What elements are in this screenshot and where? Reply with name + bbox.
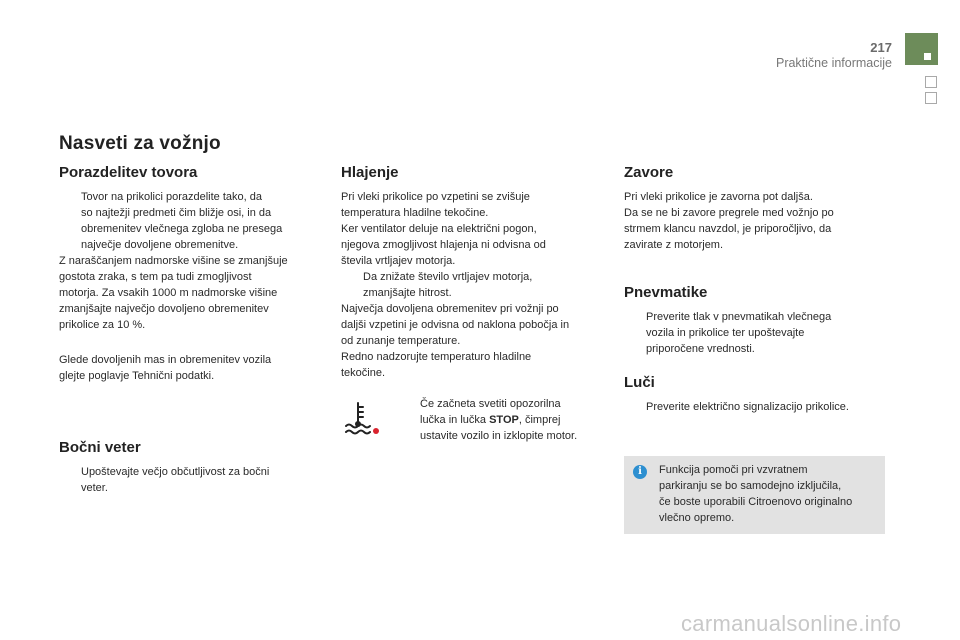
chapter-tab bbox=[905, 33, 938, 65]
paragraph-slope: Največja dovoljena obremenitev pri vožnji po daljši vzpetini je odvisna od naklona pobočja in od zunanje temperature. Redno nadzorujte temperaturo hladilne tekočine. bbox=[341, 303, 570, 379]
coolant-temperature-warning-icon bbox=[344, 400, 380, 436]
heading-cooling: Hlajenje bbox=[341, 164, 399, 181]
section-brakes bbox=[624, 164, 884, 253]
heading-brakes: Zavore bbox=[624, 164, 674, 181]
paragraph-cooling: Pri vleki prikolice po vzpetini se zvišuje temperatura hladilne tekočine. Ker ventilator deluje na električni pogon, njegova zmogljivost hlajenja ni odvisna od števila vrtljajev motorja. bbox=[341, 191, 546, 267]
heading-load-distribution: Porazdelitev tovora bbox=[59, 164, 198, 181]
bullet-cooling: Da znižate število vrtljajev motorja, zmanjšajte hitrost. bbox=[363, 271, 533, 299]
warning-coolant: Če začneta svetiti opozorilna lučka in lučka STOP, čimprej ustavite vozilo in izklopite motor. bbox=[420, 398, 578, 442]
page-title: Nasveti za vožnjo bbox=[59, 133, 221, 154]
paragraph-altitude: Z naraščanjem nadmorske višine se zmanjšuje gostota zraka, s tem pa tudi zmogljivost motorja. Za vsakih 1000 m nadmorske višine zmanjšajte največjo dovoljeno obremenitev prikolice za 10 %. bbox=[59, 255, 288, 331]
bullet-crosswind: Upoštevajte večjo občutljivost za bočni veter. bbox=[81, 466, 270, 494]
info-text: Funkcija pomoči pri vzvratnem parkiranju se bo samodejno izključila, če boste uporabili Citroenovo originalno vlečno opremo. bbox=[659, 464, 853, 524]
section-lights bbox=[624, 374, 884, 415]
page-number: 217 bbox=[870, 40, 892, 55]
chapter-tab-empty-box-icon bbox=[925, 92, 937, 104]
heading-crosswind: Bočni veter bbox=[59, 439, 141, 456]
info-icon: i bbox=[633, 465, 647, 479]
section-crosswind bbox=[59, 439, 319, 496]
info-box bbox=[624, 456, 885, 534]
bullet-tyres: Preverite tlak v pnevmatikah vlečnega vozila in prikolice ter upoštevajte priporočene vrednosti. bbox=[646, 311, 832, 355]
heading-tyres: Pnevmatike bbox=[624, 284, 708, 301]
watermark: carmanualsonline.info bbox=[681, 611, 902, 636]
chapter-tab-empty-box-icon bbox=[925, 76, 937, 88]
column-load-distribution bbox=[59, 164, 319, 333]
column-cooling bbox=[341, 164, 611, 381]
section-label: Praktične informacije bbox=[775, 56, 892, 70]
section-tyres bbox=[624, 284, 884, 357]
paragraph-masses: Glede dovoljenih mas in obremenitev vozila glejte poglavje Tehnični podatki. bbox=[59, 354, 272, 382]
bullet-load-distribution: Tovor na prikolici porazdelite tako, da so najtežji predmeti čim bližje osi, in da obremenitev vlečnega zgloba ne presega največje dovoljene obremenitve. bbox=[81, 191, 283, 251]
stop-label: STOP bbox=[489, 414, 519, 426]
paragraph-brakes: Pri vleki prikolice je zavorna pot daljša. Da se ne bi zavore pregrele med vožnjo po strmem klancu navzdol, je priporočljivo, da zavirate z motorjem. bbox=[624, 191, 834, 251]
heading-lights: Luči bbox=[624, 374, 655, 391]
bullet-lights: Preverite električno signalizacijo prikolice. bbox=[646, 401, 849, 413]
chapter-tab-square-icon bbox=[924, 53, 931, 60]
